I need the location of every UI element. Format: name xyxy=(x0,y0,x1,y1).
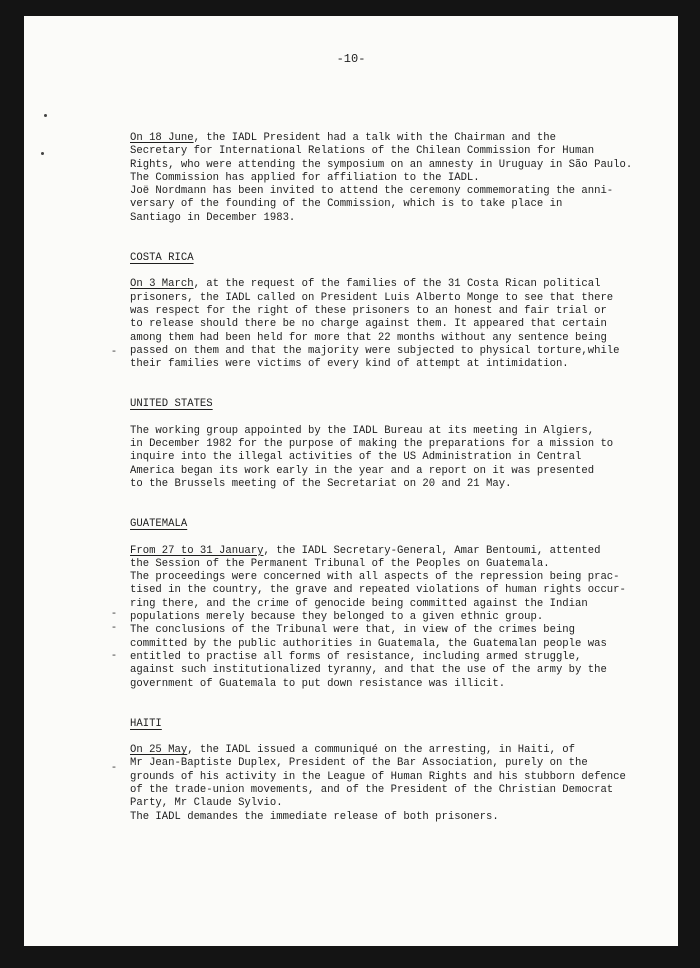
text-line xyxy=(130,145,670,158)
section-united-states xyxy=(130,398,670,491)
text-line xyxy=(130,159,670,172)
text-line xyxy=(130,438,670,451)
section-paragraph xyxy=(130,744,670,824)
line-text: their families were victims of every kind of attempt at intimidation. xyxy=(130,358,569,371)
text-line xyxy=(130,651,670,664)
text-line xyxy=(130,212,670,225)
document-page xyxy=(24,16,678,946)
text-line xyxy=(130,292,670,305)
section-haiti xyxy=(130,718,670,824)
margin-dash-mark: - xyxy=(112,760,116,773)
line-text: Rights, who were attending the symposium on an amnesty in Uruguay in São Paulo. xyxy=(130,158,633,171)
line-text: against such institutionalized tyranny, and that the use of the army by the xyxy=(130,664,607,677)
text-line xyxy=(130,678,670,691)
text-line xyxy=(130,744,670,757)
text-line xyxy=(130,358,670,371)
line-text: , the IADL issued a communiqué on the arresting, in Haiti, of xyxy=(187,744,576,757)
line-text: ring there, and the crime of genocide being committed against the Indian xyxy=(130,597,588,610)
margin-dash-mark: - xyxy=(112,606,116,619)
text-line xyxy=(130,332,670,345)
line-text: to release should there be no charge against them. It appeared that certain xyxy=(130,318,607,331)
underlined-date: On 25 May xyxy=(130,744,188,757)
line-text: was respect for the right of these prisoners to an honest and fair trial or xyxy=(130,304,607,317)
text-line xyxy=(130,305,670,318)
text-line xyxy=(130,465,670,478)
text-line xyxy=(130,611,670,624)
text-line xyxy=(130,425,670,438)
line-text: prisoners, the IADL called on President Luis Alberto Monge to see that there xyxy=(130,291,614,304)
line-text: Mr Jean-Baptiste Duplex, President of the Bar Association, purely on the xyxy=(130,757,588,770)
section-paragraph xyxy=(130,545,670,691)
section-heading: COSTA RICA xyxy=(130,252,194,265)
line-text: Joë Nordmann has been invited to attend the ceremony commemorating the anni- xyxy=(130,185,614,198)
section-heading: GUATEMALA xyxy=(130,518,188,531)
line-text: grounds of his activity in the League of Human Rights and his stubborn defence xyxy=(130,770,626,783)
margin-dot xyxy=(41,152,44,155)
margin-dash-mark: - xyxy=(112,344,116,357)
line-text: , the IADL Secretary-General, Amar Bentoumi, attented xyxy=(263,544,601,557)
text-line xyxy=(130,172,670,185)
line-text: Santiago in December 1983. xyxy=(130,211,296,224)
line-text: entitled to practise all forms of resistance, including armed struggle, xyxy=(130,650,582,663)
text-line xyxy=(130,451,670,464)
text-line xyxy=(130,318,670,331)
text-line xyxy=(130,771,670,784)
line-text: The IADL demandes the immediate release of both prisoners. xyxy=(130,810,499,823)
section-paragraph xyxy=(130,132,670,225)
line-text: versary of the founding of the Commission, which is to take place in xyxy=(130,198,563,211)
line-text: among them had been held for more that 22 months without any sentence being xyxy=(130,331,607,344)
text-line xyxy=(130,584,670,597)
underlined-date: From 27 to 31 January xyxy=(130,544,264,557)
line-text: inquire into the illegal activities of the US Administration in Central xyxy=(130,451,582,464)
line-text: , the IADL President had a talk with the Chairman and the xyxy=(193,132,556,144)
line-text: The proceedings were concerned with all aspects of the repression being prac- xyxy=(130,571,620,584)
line-text: The conclusions of the Tribunal were that, in view of the crimes being xyxy=(130,624,576,637)
line-text: Party, Mr Claude Sylvio. xyxy=(130,797,283,810)
text-line xyxy=(130,345,670,358)
section-chile xyxy=(130,132,670,225)
margin-dot xyxy=(44,114,47,117)
section-heading: UNITED STATES xyxy=(130,398,213,411)
text-line xyxy=(130,624,670,637)
text-line xyxy=(130,784,670,797)
text-line xyxy=(130,278,670,291)
line-text: to the Brussels meeting of the Secretariat on 20 and 21 May. xyxy=(130,477,512,490)
line-text: government of Guatemala to put down resistance was illicit. xyxy=(130,677,506,690)
text-line xyxy=(130,571,670,584)
underlined-date: On 3 March xyxy=(130,278,194,291)
section-paragraph xyxy=(130,425,670,491)
margin-dash-mark: - xyxy=(112,620,116,633)
line-text: America began its work early in the year and a report on it was presented xyxy=(130,464,595,477)
underlined-date: On 18 June xyxy=(130,132,194,144)
document-body xyxy=(130,132,670,824)
text-line xyxy=(130,757,670,770)
line-text: , at the request of the families of the 31 Costa Rican political xyxy=(193,278,601,291)
text-line xyxy=(130,185,670,198)
page-number: -10- xyxy=(336,52,366,66)
line-text: of the trade-union movements, and of the President of the Christian Democrat xyxy=(130,783,614,796)
text-line xyxy=(130,638,670,651)
text-line xyxy=(130,558,670,571)
text-line xyxy=(130,797,670,810)
text-line xyxy=(130,598,670,611)
line-text: passed on them and that the majority were subjected to physical torture,while xyxy=(130,344,620,357)
line-text: The working group appointed by the IADL Bureau at its meeting in Algiers, xyxy=(130,424,595,437)
section-guatemala xyxy=(130,518,670,691)
section-heading: HAITI xyxy=(130,717,162,730)
text-line xyxy=(130,545,670,558)
text-line xyxy=(130,478,670,491)
text-line xyxy=(130,811,670,824)
section-paragraph xyxy=(130,278,670,371)
line-text: the Session of the Permanent Tribunal of the Peoples on Guatemala. xyxy=(130,557,550,570)
line-text: Secretary for International Relations of the Chilean Commission for Human xyxy=(130,145,595,158)
text-line xyxy=(130,664,670,677)
line-text: populations merely because they belonged to a given ethnic group. xyxy=(130,611,544,624)
section-costa-rica xyxy=(130,252,670,371)
margin-dash-mark: - xyxy=(112,648,116,661)
line-text: The Commission has applied for affiliation to the IADL. xyxy=(130,171,480,184)
text-line xyxy=(130,132,670,145)
line-text: tised in the country, the grave and repeated violations of human rights occur- xyxy=(130,584,626,597)
line-text: committed by the public authorities in Guatemala, the Guatemalan people was xyxy=(130,637,607,650)
text-line xyxy=(130,198,670,211)
line-text: in December 1982 for the purpose of making the preparations for a mission to xyxy=(130,438,614,451)
